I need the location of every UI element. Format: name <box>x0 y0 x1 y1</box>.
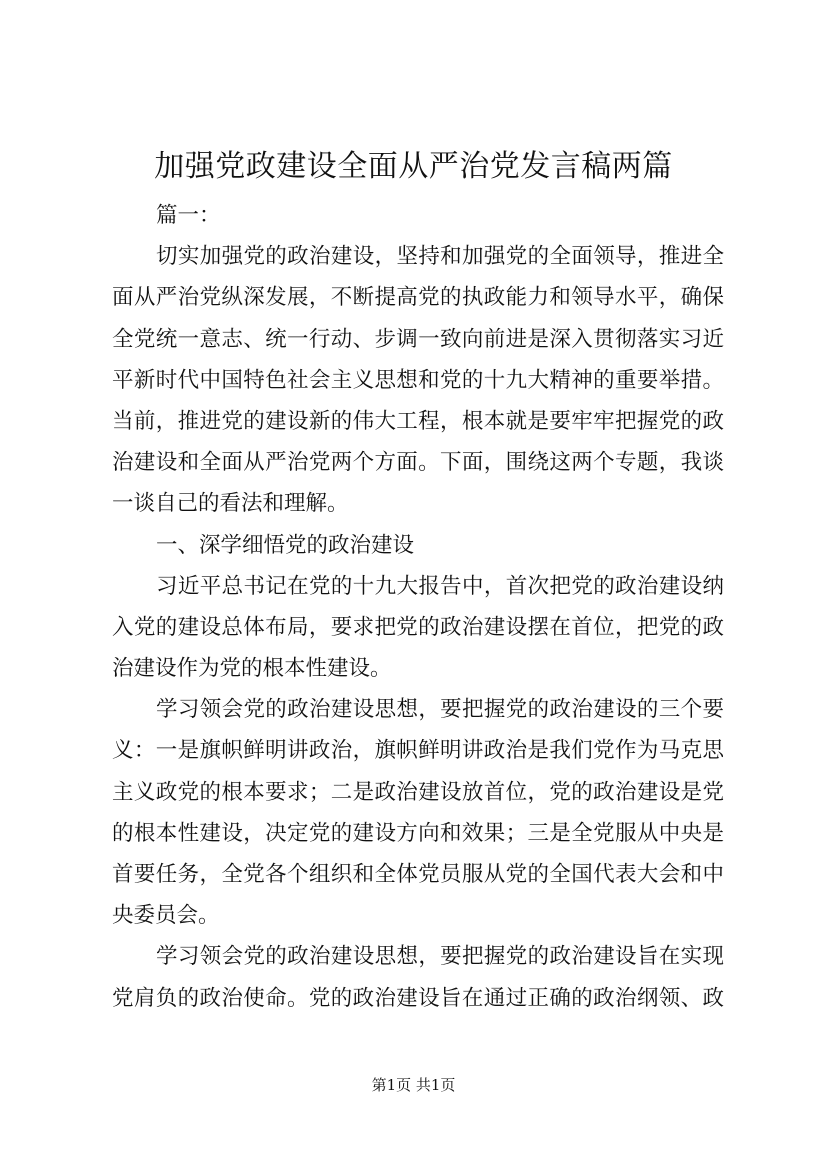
paragraph-line: 治建设作为党的根本性建设。 <box>112 656 392 682</box>
paragraph-line: 主义政党的根本要求；二是政治建设放首位，党的政治建设是党 <box>112 779 724 805</box>
paragraph-line: 入党的建设总体布局，要求把党的政治建设摆在首位，把党的政 <box>112 614 724 640</box>
paragraph-line: 切实加强党的政治建设，坚持和加强党的全面领导，推进全 <box>156 244 724 270</box>
paragraph-line: 学习领会党的政治建设思想，要把握党的政治建设旨在实现 <box>156 944 724 970</box>
paragraph-line: 全党统一意志、统一行动、步调一致向前进是深入贯彻落实习近 <box>112 326 724 352</box>
paragraph-line: 习近平总书记在党的十九大报告中，首次把党的政治建设纳 <box>156 573 724 599</box>
paragraph-line: 义：一是旗帜鲜明讲政治，旗帜鲜明讲政治是我们党作为马克思 <box>112 738 724 764</box>
paragraph-line: 平新时代中国特色社会主义思想和党的十九大精神的重要举措。 <box>112 367 724 393</box>
section-label: 篇一： <box>156 203 221 228</box>
paragraph-line: 的根本性建设，决定党的建设方向和效果；三是全党服从中央是 <box>112 820 724 846</box>
section-heading: 一、深学细悟党的政治建设 <box>156 532 415 558</box>
paragraph-line: 面从严治党纵深发展，不断提高党的执政能力和领导水平，确保 <box>112 285 724 311</box>
paragraph-line: 央委员会。 <box>112 903 220 929</box>
paragraph-line: 治建设和全面从严治党两个方面。下面，围绕这两个专题，我谈 <box>112 450 724 476</box>
paragraph-line: 学习领会党的政治建设思想，要把握党的政治建设的三个要 <box>156 697 724 723</box>
paragraph-line: 党肩负的政治使命。党的政治建设旨在通过正确的政治纲领、政 <box>112 985 724 1011</box>
paragraph-line: 当前，推进党的建设新的伟大工程，根本就是要牢牢把握党的政 <box>112 408 724 434</box>
document-title: 加强党政建设全面从严治党发言稿两篇 <box>154 149 673 184</box>
paragraph-line: 首要任务，全党各个组织和全体党员服从党的全国代表大会和中 <box>112 862 724 887</box>
paragraph-line: 一谈自己的看法和理解。 <box>112 491 349 517</box>
document-body <box>112 195 724 1019</box>
page-number-footer: 第1页 共1页 <box>371 1076 456 1094</box>
